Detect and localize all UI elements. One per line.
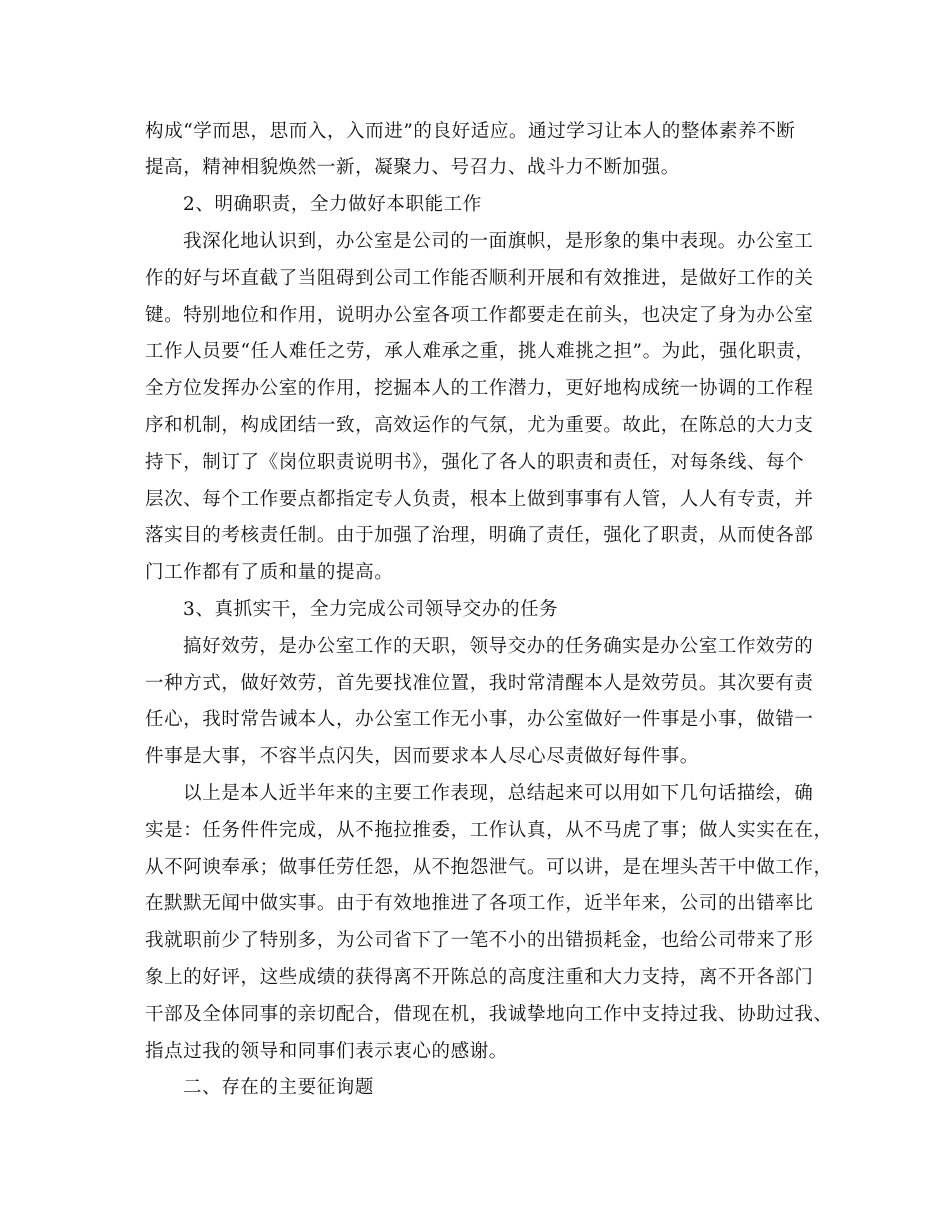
paragraph-first-line: 以上是本人近半年来的主要工作表现，总结起来可以用如下几句话描绘，确: [183, 783, 814, 804]
body-text-line: 干部及全体同事的亲切配合，借现在机，我诚挚地向工作中支持过我、协助过我、: [145, 1004, 833, 1025]
body-text-line: 象上的好评，这些成绩的获得离不开陈总的高度注重和大力支持，离不开各部门: [145, 967, 814, 988]
body-text-line: 从不阿谀奉承；做事任劳任怨，从不抱怨泄气。可以讲，是在埋头苦干中做工作，: [145, 857, 833, 878]
body-text-line: 工作人员要“任人难任之劳，承人难承之重，挑人难挑之担”。为此，强化职责，: [145, 341, 815, 362]
body-text-line: 门工作都有了质和量的提高。: [145, 562, 394, 583]
body-text-line: 一种方式，做好效劳，首先要找准位置，我时常清醒本人是效劳员。其次要有责: [145, 673, 814, 694]
body-text-line: 持下，制订了《岗位职责说明书》，强化了各人的职责和责任，对每条线、每个: [145, 452, 805, 473]
body-text-line: 构成“学而思，思而入，入而进”的良好适应。通过学习让本人的整体素养不断: [145, 121, 796, 142]
body-text-line: 在默默无闻中做实事。由于有效地推进了各项工作，近半年来，公司的出错率比: [145, 893, 814, 914]
body-text-line: 作的好与坏直截了当阻碍到公司工作能否顺利开展和有效推进，是做好工作的关: [145, 268, 814, 289]
section-heading: 3、真抓实干，全力完成公司领导交办的任务: [183, 599, 559, 620]
body-text-line: 任心，我时常告诫本人，办公室工作无小事，办公室做好一件事是小事，做错一: [145, 709, 814, 730]
section-heading: 2、明确职责，全力做好本职能工作: [183, 194, 482, 215]
body-text-line: 落实目的考核责任制。由于加强了治理，明确了责任，强化了职责，从而使各部: [145, 525, 814, 546]
body-text-line: 指点过我的领导和同事们表示衷心的感谢。: [145, 1041, 508, 1062]
body-text-line: 序和机制，构成团结一致，高效运作的气氛，尤为重要。故此，在陈总的大力支: [145, 415, 814, 436]
body-text-line: 全方位发挥办公室的作用，挖掘本人的工作潜力，更好地构成统一协调的工作程: [145, 378, 814, 399]
body-text-line: 提高，精神相貌焕然一新，凝聚力、号召力、战斗力不断加强。: [145, 157, 680, 178]
body-text-line: 件事是大事，不容半点闪失，因而要求本人尽心尽责做好每件事。: [145, 746, 699, 767]
paragraph-first-line: 我深化地认识到，办公室是公司的一面旗帜，是形象的集中表现。办公室工: [183, 231, 814, 252]
body-text-line: 实是：任务件件完成，从不拖拉推委，工作认真，从不马虎了事；做人实实在在，: [145, 820, 833, 841]
body-text-line: 我就职前少了特别多，为公司省下了一笔不小的出错损耗金，也给公司带来了形: [145, 930, 814, 951]
paragraph-first-line: 搞好效劳，是办公室工作的天职，领导交办的任务确实是办公室工作效劳的: [183, 636, 814, 657]
body-text-line: 层次、每个工作要点都指定专人负责，根本上做到事事有人管，人人有专责，并: [145, 489, 814, 510]
section-heading: 二、存在的主要征询题: [183, 1077, 375, 1098]
body-text-line: 键。特别地位和作用，说明办公室各项工作都要走在前头，也决定了身为办公室: [145, 305, 814, 326]
